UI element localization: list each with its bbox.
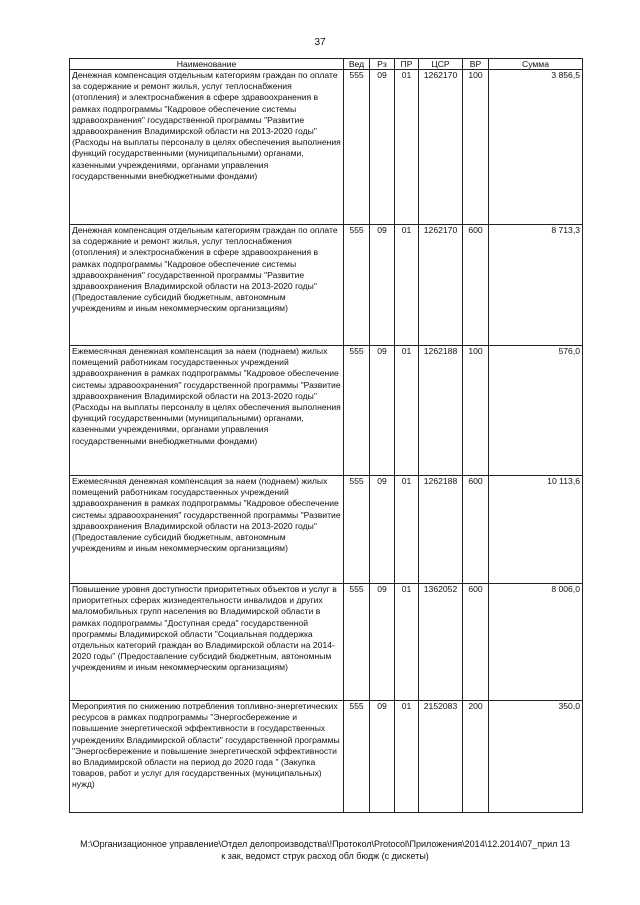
- row-ved: 555: [344, 346, 370, 476]
- row-sum: 3 856,5: [489, 70, 583, 225]
- row-vr: 100: [463, 70, 489, 225]
- table-row: [70, 584, 583, 701]
- table-row: [70, 701, 583, 813]
- row-ved: 555: [344, 701, 370, 813]
- budget-table: [69, 58, 583, 813]
- table-row: [70, 70, 583, 225]
- footer-line-1: М:\Организационное управление\Отдел делопроизводства\!Протокол\Protocol\Приложения\2014\12.2014\07_прил 13: [80, 839, 570, 849]
- header-name: Наименование: [70, 59, 344, 70]
- table-header-row: [70, 59, 583, 70]
- row-name: Ежемесячная денежная компенсация за наем (поднаем) жилых помещений работникам государственных учреждений здравоохранения в рамках подпрограммы "Кадровое обеспечение системы здравоохранения" государственной программы "Развитие здравоохранения Владимирской области на 2013-2020 годы" (Предоставление субсидий бюджетным, автономным учреждениям и иным некоммерческим организациям): [70, 476, 344, 584]
- row-vr: 600: [463, 476, 489, 584]
- header-rz: Рз: [370, 59, 395, 70]
- row-pr: 01: [395, 225, 419, 346]
- table-row: [70, 225, 583, 346]
- row-pr: 01: [395, 701, 419, 813]
- row-csr: 1262188: [419, 346, 463, 476]
- row-vr: 600: [463, 225, 489, 346]
- row-name: Денежная компенсация отдельным категориям граждан по оплате за содержание и ремонт жилья, услуг теплоснабжения (отопления) и электроснабжения в сфере здравоохранения в рамках подпрограммы "Кадровое обеспечение системы здравоохранения" государственной программы "Развитие здравоохранения Владимирской области на 2013-2020 годы" (Предоставление субсидий бюджетным, автономным учреждениям и иным некоммерческим организациям): [70, 225, 344, 346]
- header-ved: Вед: [344, 59, 370, 70]
- row-sum: 350,0: [489, 701, 583, 813]
- row-ved: 555: [344, 584, 370, 701]
- row-vr: 100: [463, 346, 489, 476]
- row-ved: 555: [344, 476, 370, 584]
- row-name: Ежемесячная денежная компенсация за наем (поднаем) жилых помещений работникам государственных учреждений здравоохранения в рамках подпрограммы "Кадровое обеспечение системы здравоохранения" государственной программы "Развитие здравоохранения Владимирской области на 2013-2020 годы" (Расходы на выплаты персоналу в целях обеспечения выполнения функций государственными (муниципальными) органами, казенными учреждениями, органами управления государственными внебюджетными фондами): [70, 346, 344, 476]
- row-rz: 09: [370, 225, 395, 346]
- footer-line-2: к зак, ведомст струк расход обл бюдж (с дискеты): [221, 851, 429, 861]
- row-sum: 10 113,6: [489, 476, 583, 584]
- page-number: 37: [314, 37, 326, 48]
- row-pr: 01: [395, 584, 419, 701]
- table-row: [70, 476, 583, 584]
- row-rz: 09: [370, 346, 395, 476]
- row-name: Мероприятия по снижению потребления топливно-энергетических ресурсов в рамках подпрограммы "Энергосбережение и повышение энергетической эффективности в государственных учреждениях Владимирской области" государственной программы "Энергосбережение и повышение энергетической эффективности во Владимирской области на период до 2020 года " (Закупка товаров, работ и услуг для государственных (муниципальных) нужд): [70, 701, 344, 813]
- row-rz: 09: [370, 476, 395, 584]
- row-vr: 200: [463, 701, 489, 813]
- row-csr: 2152083: [419, 701, 463, 813]
- row-sum: 576,0: [489, 346, 583, 476]
- footer-path: [30, 838, 620, 862]
- row-sum: 8 006,0: [489, 584, 583, 701]
- header-pr: ПР: [395, 59, 419, 70]
- header-csr: ЦСР: [419, 59, 463, 70]
- row-name: Денежная компенсация отдельным категориям граждан по оплате за содержание и ремонт жилья, услуг теплоснабжения (отопления) и электроснабжения в сфере здравоохранения в рамках подпрограммы "Кадровое обеспечение системы здравоохранения" государственной программы "Развитие здравоохранения Владимирской области на 2013-2020 годы" (Расходы на выплаты персоналу в целях обеспечения выполнения функций государственными (муниципальными) органами, казенными учреждениями, органами управления государственными внебюджетными фондами): [70, 70, 344, 225]
- row-rz: 09: [370, 70, 395, 225]
- row-sum: 8 713,3: [489, 225, 583, 346]
- row-pr: 01: [395, 346, 419, 476]
- row-csr: 1262188: [419, 476, 463, 584]
- row-rz: 09: [370, 584, 395, 701]
- row-csr: 1262170: [419, 70, 463, 225]
- row-ved: 555: [344, 70, 370, 225]
- row-pr: 01: [395, 476, 419, 584]
- row-csr: 1262170: [419, 225, 463, 346]
- row-csr: 1362052: [419, 584, 463, 701]
- table-row: [70, 346, 583, 476]
- row-ved: 555: [344, 225, 370, 346]
- row-rz: 09: [370, 701, 395, 813]
- row-name: Повышение уровня доступности приоритетных объектов и услуг в приоритетных сферах жизнедеятельности инвалидов и других маломобильных групп населения во Владимирской области в рамках подпрограммы "Доступная среда" государственной программы Владимирской области "Социальная поддержка отдельных категорий граждан во Владимирской области на 2014-2020 годы" (Предоставление субсидий бюджетным, автономным учреждениям и иным некоммерческим организациям): [70, 584, 344, 701]
- header-vr: ВР: [463, 59, 489, 70]
- row-pr: 01: [395, 70, 419, 225]
- header-sum: Сумма: [489, 59, 583, 70]
- row-vr: 600: [463, 584, 489, 701]
